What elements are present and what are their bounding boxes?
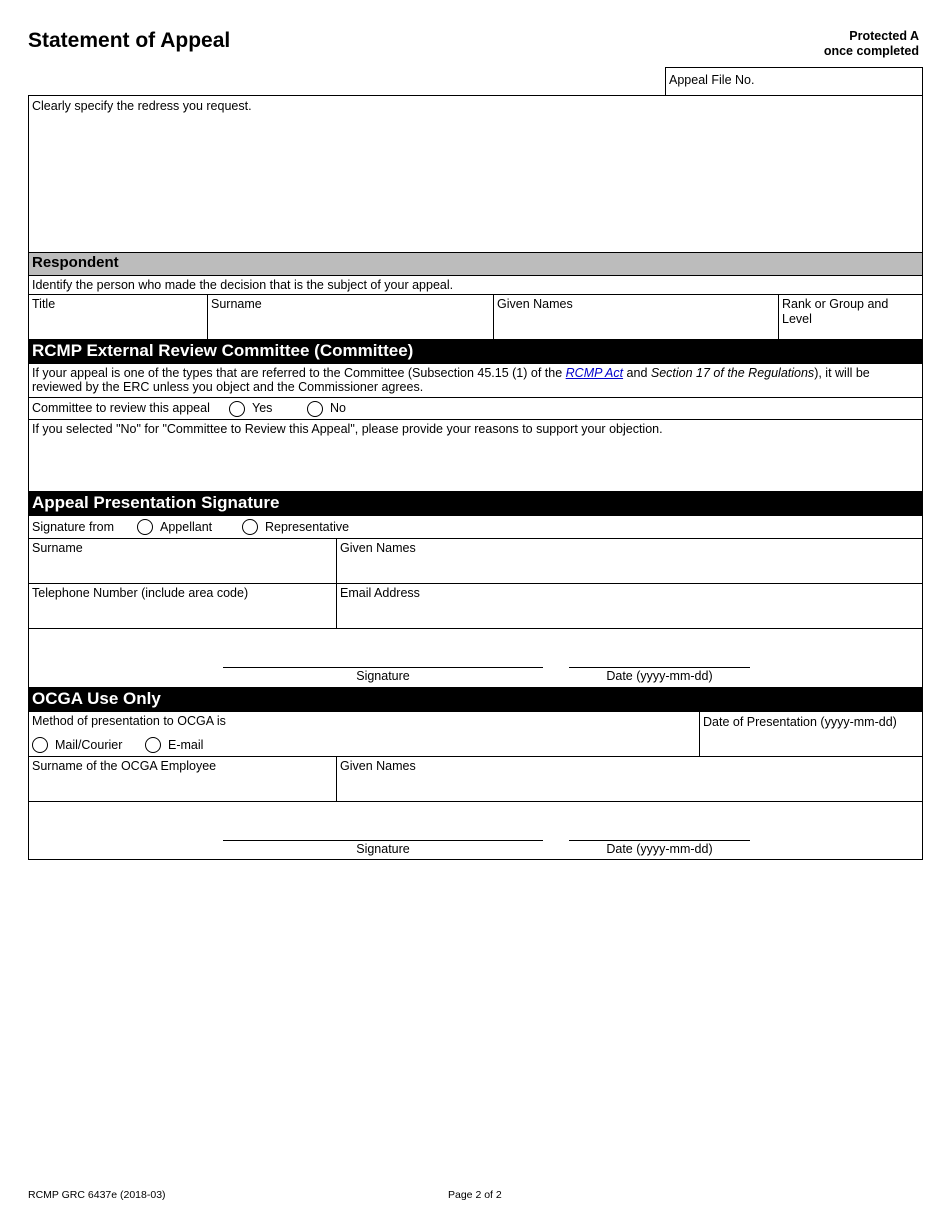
committee-review-label: Committee to review this appeal xyxy=(32,401,210,415)
respondent-given-names-label: Given Names xyxy=(497,297,573,311)
date-line[interactable] xyxy=(569,667,750,684)
signature-label: Signature xyxy=(356,669,410,683)
committee-description xyxy=(29,364,922,397)
ocga-date-line[interactable] xyxy=(569,840,750,857)
appeal-file-number-label: Appeal File No. xyxy=(669,73,755,87)
regulations-reference: Section 17 of the Regulations xyxy=(650,366,815,380)
redress-field[interactable] xyxy=(29,96,922,252)
signer-given-names-field[interactable] xyxy=(336,539,922,583)
ocga-employee-surname-label: Surname of the OCGA Employee xyxy=(32,759,217,773)
committee-no-label: No xyxy=(330,401,346,415)
email-option-label: E-mail xyxy=(168,737,204,752)
form-number: RCMP GRC 6437e (2018-03) xyxy=(28,1189,166,1201)
respondent-fields-row xyxy=(29,294,922,339)
signature-heading: Appeal Presentation Signature xyxy=(29,491,922,516)
telephone-field[interactable] xyxy=(29,584,336,628)
appellant-label: Appellant xyxy=(160,519,213,534)
respondent-heading: Respondent xyxy=(29,252,922,275)
protected-line-2: once completed xyxy=(823,44,919,58)
ocga-method-label: Method of presentation to OCGA is xyxy=(32,714,226,728)
email-radio[interactable] xyxy=(145,737,161,753)
date-of-presentation-field[interactable] xyxy=(699,712,922,756)
ocga-employee-given-names-label: Given Names xyxy=(340,759,416,773)
committee-no-radio[interactable] xyxy=(307,401,323,417)
date-label: Date (yyyy-mm-dd) xyxy=(606,669,713,683)
appeal-file-number-field[interactable] xyxy=(665,67,923,96)
signature-line[interactable] xyxy=(223,667,543,684)
ocga-signature-area xyxy=(29,801,922,859)
signature-from-row xyxy=(29,516,352,538)
email-label: Email Address xyxy=(340,586,420,600)
appellant-radio[interactable] xyxy=(137,519,153,535)
respondent-surname-field[interactable] xyxy=(207,295,493,339)
ocga-employee-given-names-field[interactable] xyxy=(336,757,922,801)
objection-reasons-field[interactable] xyxy=(29,419,922,491)
mail-courier-label: Mail/Courier xyxy=(55,737,123,752)
ocga-heading: OCGA Use Only xyxy=(29,687,922,712)
representative-radio[interactable] xyxy=(242,519,258,535)
respondent-rank-label: Rank or Group and Level xyxy=(782,297,889,326)
protected-line-1: Protected A xyxy=(849,29,919,43)
ocga-method-cell xyxy=(29,712,699,756)
committee-text-1: If your appeal is one of the types that are referred to the Committee (Subsection 45.15 (1) of the xyxy=(32,366,566,380)
committee-review-row xyxy=(29,398,349,419)
signer-surname-field[interactable] xyxy=(29,539,336,583)
committee-yes-radio[interactable] xyxy=(229,401,245,417)
appeal-form xyxy=(28,95,923,860)
protected-notice xyxy=(824,29,919,59)
ocga-signature-line[interactable] xyxy=(223,840,543,857)
signer-given-names-label: Given Names xyxy=(340,541,416,555)
respondent-rank-field[interactable] xyxy=(778,295,922,339)
respondent-title-label: Title xyxy=(32,297,56,311)
respondent-given-names-field[interactable] xyxy=(493,295,778,339)
ocga-date-label: Date (yyyy-mm-dd) xyxy=(606,842,713,856)
committee-yes-label: Yes xyxy=(252,401,273,415)
telephone-label: Telephone Number (include area code) xyxy=(32,586,249,600)
respondent-instruction: Identify the person who made the decision that is the subject of your appeal. xyxy=(32,278,454,292)
respondent-surname-label: Surname xyxy=(211,297,262,311)
committee-text-3: ), it will be reviewed by the ERC unless you object and the Commissioner agrees. xyxy=(32,366,870,394)
page-title: Statement of Appeal xyxy=(28,29,231,52)
redress-label: Clearly specify the redress you request. xyxy=(32,99,252,113)
objection-label: If you selected "No" for "Committee to Review this Appeal", please provide your reasons to support your objection. xyxy=(32,422,663,436)
ocga-signature-label: Signature xyxy=(356,842,410,856)
ocga-employee-surname-field[interactable] xyxy=(29,757,336,801)
committee-heading: RCMP External Review Committee (Committee) xyxy=(29,339,922,364)
date-of-presentation-label: Date of Presentation (yyyy-mm-dd) xyxy=(703,715,897,729)
mail-courier-radio[interactable] xyxy=(32,737,48,753)
page-number: Page 2 of 2 xyxy=(448,1189,502,1201)
rcmp-act-link[interactable]: RCMP Act xyxy=(565,366,624,380)
signer-surname-label: Surname xyxy=(32,541,83,555)
committee-text-2: and xyxy=(623,366,651,380)
signature-area xyxy=(29,628,922,687)
email-field[interactable] xyxy=(336,584,922,628)
respondent-title-field[interactable] xyxy=(29,295,207,339)
signature-from-label: Signature from xyxy=(32,519,114,534)
representative-label: Representative xyxy=(265,519,350,534)
